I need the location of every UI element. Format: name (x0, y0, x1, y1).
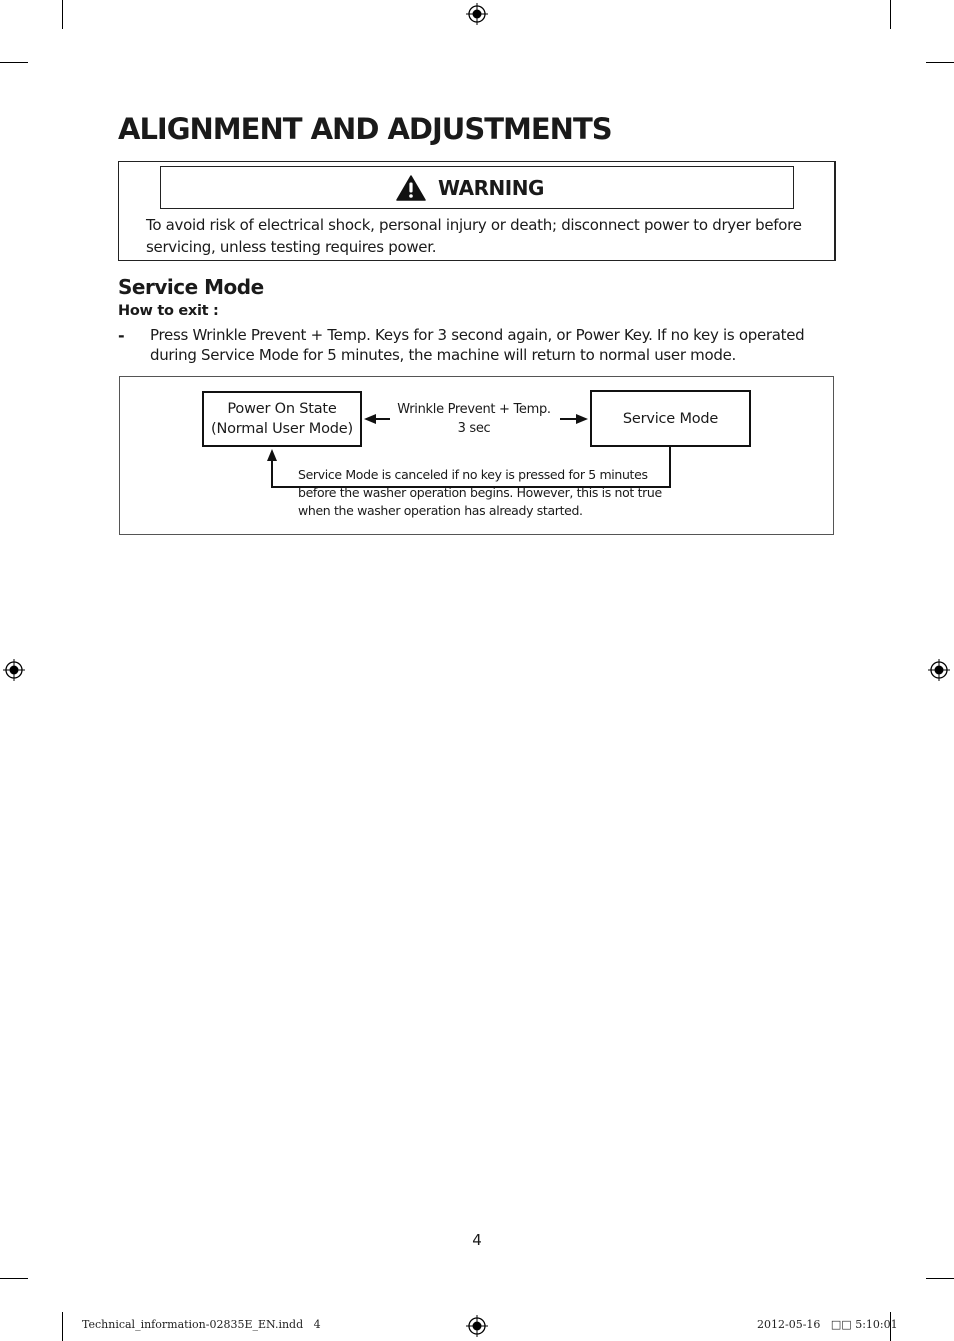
subheading-how-to-exit: How to exit : (118, 303, 219, 319)
note-line2: before the washer operation begins. However, this is not true (298, 485, 662, 501)
arrow-right-icon (576, 414, 588, 424)
power-state-line2: (Normal User Mode) (211, 421, 353, 437)
file-slug: Technical_information-02835E_EN.indd 4 (82, 1318, 321, 1331)
crop-mark (0, 1278, 28, 1279)
bullet-marker: - (118, 326, 125, 345)
page-number: 4 (472, 1231, 482, 1249)
trigger-line2: 3 sec (457, 421, 491, 436)
diagram-note (298, 466, 668, 521)
service-mode-label: Service Mode (622, 410, 719, 427)
power-state-line1: Power On State (227, 401, 337, 417)
crop-mark (926, 1278, 954, 1279)
registration-mark-icon (928, 659, 950, 681)
trigger-line1: Wrinkle Prevent + Temp. (397, 402, 551, 417)
registration-mark-icon (466, 1315, 488, 1337)
note-line3: when the washer operation has already started. (298, 503, 583, 519)
registration-mark-icon (3, 659, 25, 681)
print-timestamp: 2012-05-16 □□ 5:10:01 (757, 1318, 898, 1331)
bullet-text: Press Wrinkle Prevent + Temp. Keys for 3 second again, or Power Key. If no key is operated during Service Mode for 5 minutes, the machine will return to normal user mode. (150, 326, 805, 364)
page-title: ALIGNMENT AND ADJUSTMENTS (118, 112, 612, 146)
arrow-up-icon (267, 449, 277, 461)
arrow-left-icon (364, 414, 376, 424)
note-line1: Service Mode is canceled if no key is pressed for 5 minutes (298, 467, 648, 482)
section-title: Service Mode (118, 275, 264, 299)
warning-label: WARNING (438, 176, 544, 200)
crop-mark (62, 1312, 63, 1341)
warning-text: To avoid risk of electrical shock, personal injury or death; disconnect power to dryer before servicing, unless testing requires power. (146, 216, 802, 256)
